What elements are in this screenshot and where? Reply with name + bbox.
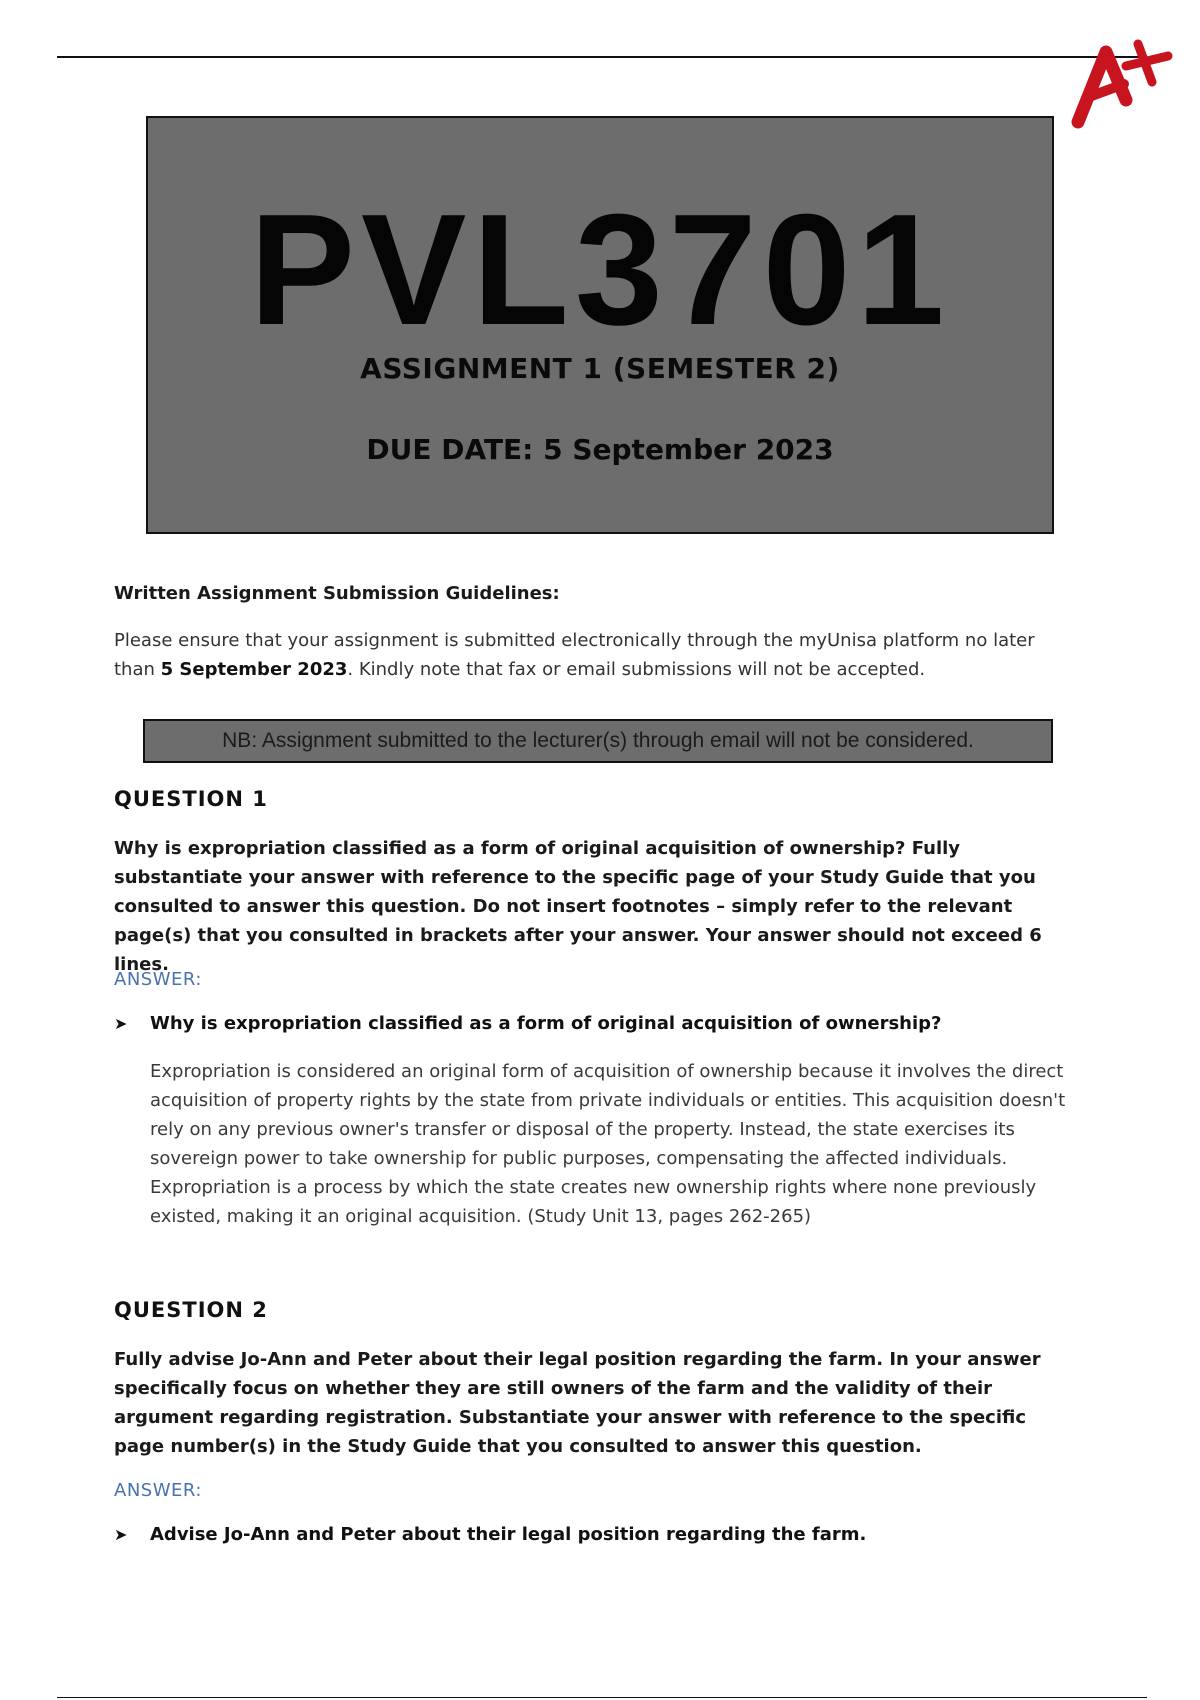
question-1-answer: Expropriation is considered an original form of acquisition of ownership because it involves the direct acquisition of property rights by the state from private individuals or entities. This acquisition doesn't rely on any previous owner's transfer or disposal of the property. Instead, the state exercises its sovereign power to take ownership for public purposes, compensating the affected individuals. Expropriation is a process by which the state creates new ownership rights where none previously existed, making it an original acquisition. (Study Unit 13, pages 262-265) [150, 1061, 1066, 1227]
arrowhead-bullet-icon: ➤ [114, 1525, 128, 1544]
question-1-heading: QUESTION 1 [114, 787, 268, 811]
assignment-title: ASSIGNMENT 1 (SEMESTER 2) [360, 352, 840, 385]
top-rule [57, 56, 1147, 58]
question-2-text: Fully advise Jo-Ann and Peter about their legal position regarding the farm. In your answer specifically focus on whether they are still owners of the farm and the validity of their argument regarding registration. Substantiate your answer with reference to the specific page number(s) in the Study Guide that you consulted to answer this question. [114, 1349, 1041, 1457]
question-1-bullet-text: Why is expropriation classified as a form of original acquisition of ownership? [150, 1013, 942, 1034]
question-2-heading: QUESTION 2 [114, 1298, 268, 1322]
question-1-bullet [114, 1013, 1080, 1034]
email-notice-box: NB: Assignment submitted to the lecturer(s) through email will not be considered. [143, 719, 1053, 763]
question-2-bullet-text: Advise Jo-Ann and Peter about their legal position regarding the farm. [150, 1524, 867, 1545]
grade-mark [1068, 22, 1188, 142]
due-date: DUE DATE: 5 September 2023 [366, 433, 834, 466]
grade-mark-graphic [1068, 22, 1188, 142]
question-2-bullet [114, 1524, 1080, 1545]
cover-panel [146, 116, 1054, 534]
guidelines-text-end: . Kindly note that fax or email submissions will not be accepted. [347, 659, 926, 680]
guidelines-date: 5 September 2023 [160, 659, 348, 680]
guidelines-title: Written Assignment Submission Guidelines: [114, 583, 560, 604]
guidelines-text-start: Please ensure that your assignment is submitted electronically through the myUnisa platform no later than [114, 630, 1035, 680]
question-1-answer-label: ANSWER: [114, 969, 202, 990]
question-1-text: Why is expropriation classified as a form of original acquisition of ownership? Fully substantiate your answer with reference to the specific page of your Study Guide that you consulted to answer this question. Do not insert footnotes – simply refer to the relevant page(s) that you consulted in brackets after your answer. Your answer should not exceed 6 lines. [114, 838, 1042, 975]
guidelines-text [114, 626, 1080, 684]
course-code: PVL3701 [249, 182, 951, 358]
bottom-rule [57, 1697, 1147, 1698]
question-2-answer-label: ANSWER: [114, 1480, 202, 1501]
arrowhead-bullet-icon: ➤ [114, 1014, 128, 1033]
